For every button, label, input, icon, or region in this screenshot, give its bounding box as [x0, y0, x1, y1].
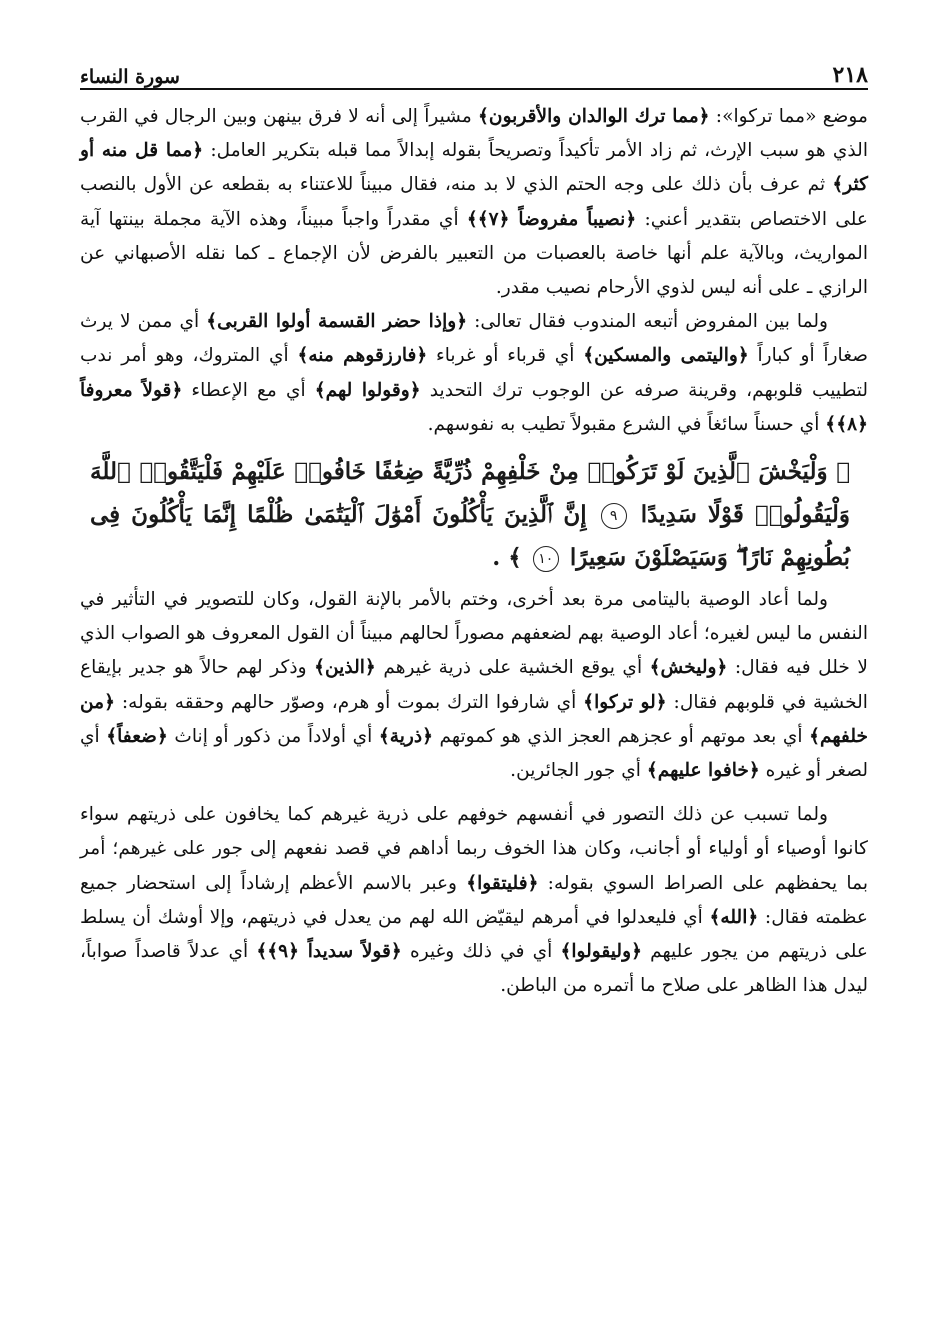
paragraph-1: [80, 100, 868, 305]
quran-quote: ﴿مما قل منه أو كثر﴾: [80, 140, 868, 196]
quran-closing-bracket: ﴾ .: [492, 544, 522, 572]
quran-verse-text-1: ﴿ وَلْيَخْشَ ٱلَّذِينَ لَوْ تَرَكُوا۟ مِنْ خَلْفِهِمْ ذُرِّيَّةً ضِعَٰفًا خَافُوا۟ عَلَيْهِمْ فَلْيَتَّقُوا۟ ٱللَّهَ وَلْيَقُولُوا۟ قَوْلًا سَدِيدًا: [90, 458, 850, 529]
page-body: [80, 100, 868, 1003]
commentary-text: أي فليعدلوا في أمرهم ليقيّض الله لهم من يعدل في ذريتهم، وإلا أوشك أن يسلط على ذريتهم من يجور عليهم: [80, 906, 868, 963]
commentary-text: مشيراً إلى أنه لا فرق بينهن وبين الرجال في القرب الذي هو سبب الإرث، ثم زاد الأمر تأكيداً وتصريحاً بقوله إبدالاً مما قبله بتكرير العامل:: [80, 106, 868, 162]
commentary-text: أي المتروك، وهو أمر ندب لتطييب قلوبهم، وقرينة صرفه عن الوجوب ترك التحديد: [80, 345, 868, 401]
commentary-text: أي مقدراً واجباً مبيناً، وهذه الآية مجملة بينتها آية المواريث، وبالآية علم أنها خاصة بالعصبات من التعبير بالفرض لأن الإجماع ـ كما نقله الأصبهاني عن الرازي ـ على أنه ليس لذوي الأرحام نصيب مقدر.: [80, 208, 868, 299]
page: [80, 50, 868, 1003]
paragraph-4: [80, 798, 868, 1003]
ayah-number-10: ١٠: [533, 546, 559, 572]
commentary-text: أي أولاداً من ذكور أو إناث: [167, 725, 379, 747]
paragraph-2: [80, 305, 868, 442]
quran-quote: ﴿ذرية﴾: [378, 725, 434, 747]
commentary-text: أي جور الجائرين.: [510, 760, 647, 782]
commentary-text: ولما تسبب عن ذلك التصور في أنفسهم خوفهم على ذرية غيرهم كما يخافون على ذريتهم سواء كانوا أوصياء أو أولياء أو أجانب، وكان هذا الخوف ربما أداهم في قصد نفعهم إلى جور على غيرهم؛ أمر بما يحفظهم على الصراط السوي بقوله:: [80, 804, 869, 894]
ayah-number-9: ٩: [601, 503, 627, 529]
quran-quote: ﴿وليقولوا﴾: [560, 941, 642, 963]
surah-name: سورة النساء: [80, 66, 180, 88]
commentary-text: أي حسناً سائغاً في الشرع مقبولاً تطيب به نفوسهم.: [427, 413, 826, 435]
quran-quote: ﴿وقولوا لهم﴾: [314, 379, 421, 401]
commentary-text: موضع «مما تركوا»:: [709, 106, 868, 127]
quran-verse-block: [80, 442, 868, 583]
quran-quote: ﴿قولاً سديداً ﴿٩﴾﴾: [256, 941, 402, 963]
commentary-text: أي بعد موتهم أو عجزهم العجز الذي هو كموتهم: [433, 725, 810, 747]
quran-quote: ﴿الذين﴾: [314, 657, 376, 679]
paragraph-3: [80, 583, 868, 788]
commentary-text: أي عدلاً قاصداً صواباً، ليدل هذا الظاهر على صلاح ما أتمره من الباطن.: [80, 941, 868, 997]
quran-quote: ﴿فليتقوا﴾: [466, 872, 539, 894]
quran-quote: ﴿واليتمى والمسكين﴾: [583, 345, 749, 367]
quran-quote: ﴿وإذا حضر القسمة أولوا القربى﴾: [206, 311, 468, 333]
quran-verse-text-2: إِنَّ ٱلَّذِينَ يَأْكُلُونَ أَمْوَٰلَ ٱلْيَتَٰمَىٰ ظُلْمًا إِنَّمَا يَأْكُلُونَ فِى بُطُونِهِمْ نَارًا ۖ وَسَيَصْلَوْنَ سَعِيرًا: [90, 501, 850, 572]
quran-quote: ﴿نصيباً مفروضاً ﴿٧﴾﴾: [466, 208, 637, 230]
commentary-text: أي قرباء أو غرباء: [427, 345, 584, 367]
commentary-text: أي لصغر أو غيره: [80, 725, 868, 782]
quran-quote: ﴿قولاً معروفاً ﴿٨﴾﴾: [80, 379, 868, 435]
quran-quote: ﴿مما ترك الوالدان والأقربون﴾: [478, 106, 710, 127]
commentary-text: ولما أعاد الوصية باليتامى مرة بعد أخرى، وختم بالأمر بالإنة القول، وكان للتصوير في التأثير في النفس ما ليس لغيره؛ أعاد الوصية بهم لضعفهم مصوراً لحالهم مبيناً أن القول المعروف هو الصواب الذي لا خلل فيه فقال:: [80, 589, 868, 679]
commentary-text: ولما بين المفروض أتبعه المندوب فقال تعالى:: [467, 311, 828, 333]
quran-quote: ﴿فارزقوهم منه﴾: [297, 345, 428, 367]
page-header: [80, 50, 868, 90]
quran-quote: ﴿ضعفاً﴾: [106, 725, 168, 747]
commentary-text: أي يوقع الخشية على ذرية غيرهم: [375, 657, 650, 679]
page-number: ٢١٨: [832, 62, 868, 88]
quran-quote: ﴿وليخش﴾: [649, 657, 728, 679]
quran-quote: ﴿من خلفهم﴾: [80, 691, 868, 747]
commentary-text: أي في ذلك وغيره: [401, 941, 561, 963]
commentary-text: وذكر لهم حالاً هو جدير بإيقاع الخشية في قلوبهم فقال:: [80, 657, 868, 713]
commentary-text: ثم عرف بأن ذلك على وجه الحتم الذي لا بد منه، فقال مبيناً للاعتناء به بقطعه عن الأول بالنصب على الاختصاص بتقدير أعني:: [80, 174, 869, 230]
commentary-text: أي شارفوا الترك بموت أو هرم، وصوّر حالهم وحققه بقوله:: [115, 691, 584, 713]
quran-quote: ﴿لو تركوا﴾: [583, 691, 667, 713]
commentary-text: أي ممن لا يرث صغاراً أو كباراً: [80, 311, 868, 367]
quran-quote: ﴿الله﴾: [709, 906, 759, 928]
commentary-text: وعبر بالاسم الأعظم إرشاداً إلى استحضار جميع عظمته فقال:: [80, 872, 868, 928]
commentary-text: أي مع الإعطاء: [182, 379, 315, 401]
quran-quote: ﴿خافوا عليهم﴾: [646, 760, 760, 782]
